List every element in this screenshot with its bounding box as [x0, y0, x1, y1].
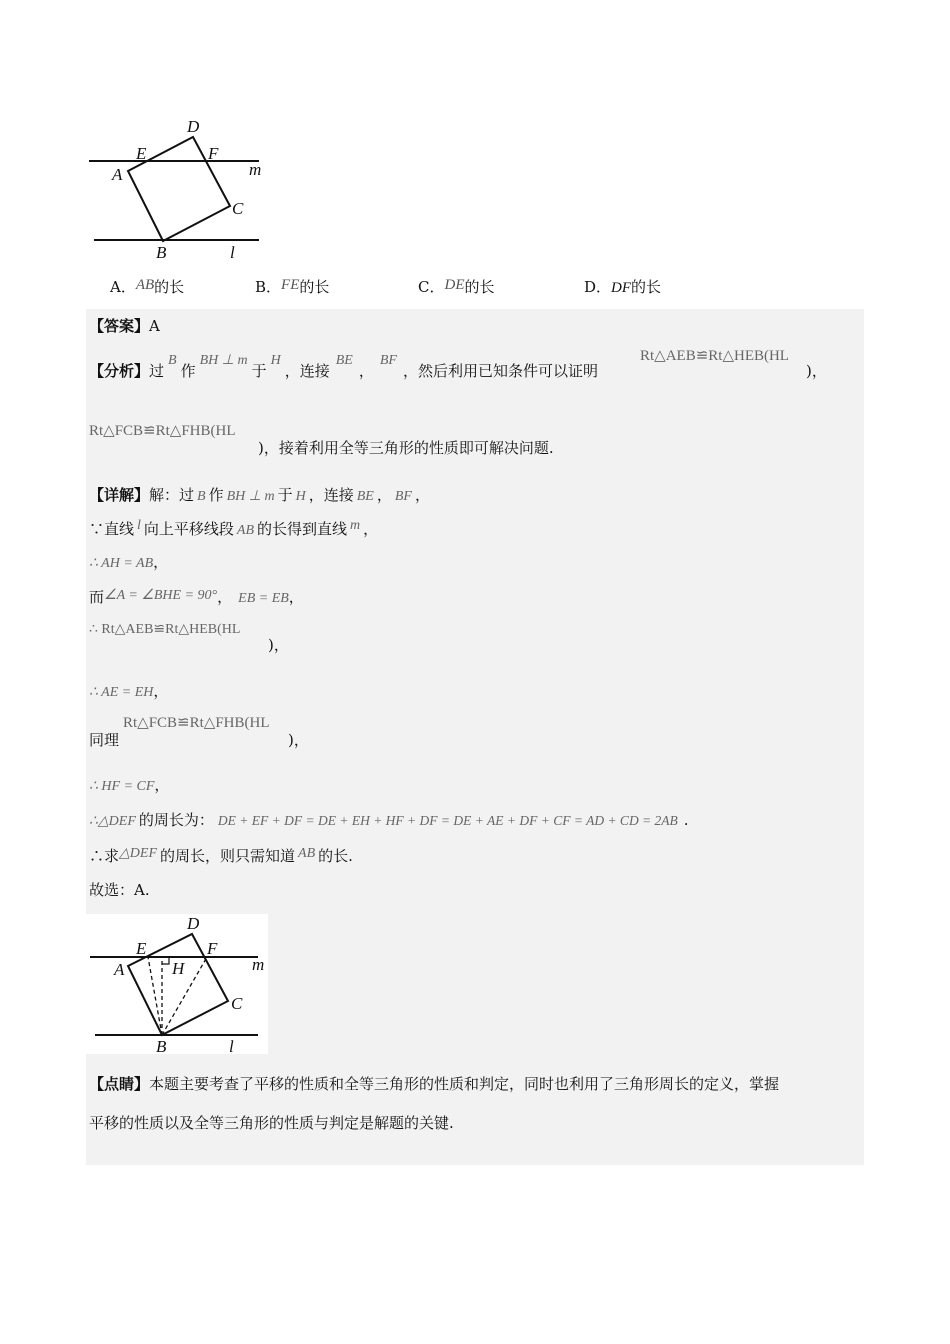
label-m-2: m	[252, 955, 265, 974]
detail-line-9: ∴△DEF 的周长为： DE + EF + DF = DE + EH + HF + DF = DE + AE + DF + CF = AD + CD = 2AB .	[89, 811, 689, 829]
option-c[interactable]: C．DE的长	[418, 277, 495, 296]
detail-line-3: ∴ AH = AB，	[89, 553, 169, 571]
analysis-congruence-1: Rt△AEB≌Rt△HEB(HL	[640, 348, 789, 364]
figure-1	[84, 115, 274, 265]
label-b: B	[156, 243, 167, 262]
detail-line-5: ∴ Rt△AEB≌Rt△HEB(HL	[89, 622, 241, 637]
label-e: E	[136, 144, 147, 163]
comment-line-2: 平移的性质以及全等三角形的性质与判定是解题的关键.	[89, 1114, 454, 1132]
answer-line: 【答案】A	[89, 317, 160, 335]
label-l: l	[230, 243, 235, 262]
label-d-2: D	[187, 914, 200, 933]
label-c: C	[232, 199, 244, 218]
comment-line-1: 【点睛】本题主要考查了平移的性质和全等三角形的性质和判定，同时也利用了三角形周长的定义，掌握	[89, 1075, 780, 1093]
figure-2	[86, 914, 268, 1054]
detail-line-10: ∴求△DEF 的周长，则只需知道 AB 的长.	[89, 846, 353, 865]
label-l-2: l	[229, 1037, 234, 1054]
detail-line-7-close: )，	[288, 731, 309, 749]
option-b[interactable]: B．FE的长	[255, 277, 330, 296]
option-a[interactable]: A．AB的长	[110, 277, 185, 296]
analysis-congruence-2: Rt△FCB≌Rt△FHB(HL	[89, 423, 236, 439]
label-m: m	[249, 160, 262, 179]
label-e-2: E	[136, 939, 147, 958]
detail-line-8: ∴ HF = CF，	[89, 776, 170, 794]
label-f-2: F	[207, 939, 218, 958]
label-b-2: B	[156, 1037, 167, 1054]
option-d[interactable]: D．DF的长	[584, 278, 662, 296]
detail-line-11: 故选：A.	[89, 881, 150, 899]
label-c-2: C	[231, 994, 243, 1013]
label-a: A	[112, 165, 123, 184]
label-a-2: A	[114, 960, 125, 979]
label-d: D	[187, 117, 200, 136]
analysis-line-2: )，接着利用全等三角形的性质即可解决问题.	[258, 439, 554, 457]
label-f: F	[208, 144, 219, 163]
detail-line-7-congruence: Rt△FCB≌Rt△FHB(HL	[123, 715, 270, 731]
detail-line-7: 同理	[89, 731, 120, 749]
detail-line-1: 【详解】解：过 B 作 BH ⊥ m 于 H ，连接 BE ， BF ，	[89, 486, 430, 504]
detail-line-6: ∴ AE = EH，	[89, 682, 169, 700]
label-h-2: H	[172, 959, 185, 978]
analysis-line-1: 【分析】过B作BH ⊥ m于H，连接BE，BF，然后利用已知条件可以证明	[89, 353, 598, 380]
detail-line-5-close: )，	[268, 636, 289, 654]
detail-line-2: ∵直线 l 向上平移线段 AB 的长得到直线 m ，	[89, 518, 379, 538]
analysis-close-1: )，	[806, 362, 827, 380]
detail-line-4: 而∠A = ∠BHE = 90°， EB = EB，	[89, 588, 304, 606]
